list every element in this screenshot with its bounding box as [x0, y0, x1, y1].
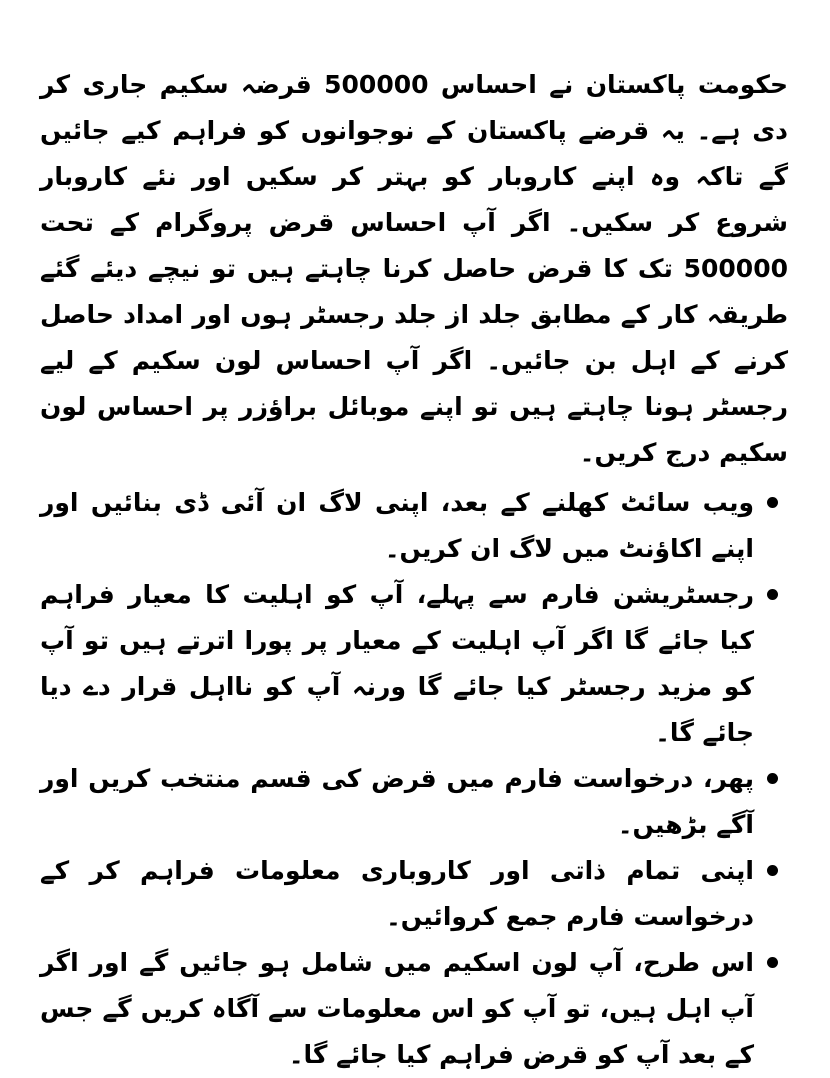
bullet-icon — [767, 865, 778, 876]
step-text: اس طرح، آپ لون اسکیم میں شامل ہو جائیں گے اور اگر آپ اہل ہیں، تو آپ کو اس معلومات سے آگاہ کریں گے جس کے بعد آپ کو قرض فراہم کیا جائے گا۔ — [40, 948, 754, 1069]
bullet-icon — [767, 957, 778, 968]
list-item — [40, 480, 788, 572]
list-item — [40, 848, 788, 940]
bullet-icon — [767, 773, 778, 784]
step-text: پھر، درخواست فارم میں قرض کی قسم منتخب کریں اور آگے بڑھیں۔ — [40, 764, 754, 839]
list-item — [40, 572, 788, 756]
steps-list — [40, 480, 788, 1078]
intro-paragraph: حکومت پاکستان نے احساس 500000 قرضہ سکیم جاری کر دی ہے۔ یہ قرضے پاکستان کے نوجوانوں کو فراہم کیے جائیں گے تاکہ وہ اپنے کاروبار کو بہتر کر سکیں اور نئے کاروبار شروع کر سکیں۔ اگر آپ احساس قرض پروگرام کے تحت 500000 تک کا قرض حاصل کرنا چاہتے ہیں تو نیچے دیئے گئے طریقہ کار کے مطابق جلد از جلد رجسٹر ہوں اور امداد حاصل کرنے کے اہل بن جائیں۔ اگر آپ احساس لون سکیم کے لیے رجسٹر ہونا چاہتے ہیں تو اپنے موبائل براؤزر پر احساس لون سکیم درج کریں۔ — [40, 70, 788, 467]
bullet-icon — [767, 497, 778, 508]
step-text: اپنی تمام ذاتی اور کاروباری معلومات فراہم کر کے درخواست فارم جمع کروائیں۔ — [40, 856, 754, 931]
step-text: ویب سائٹ کھلنے کے بعد، اپنی لاگ ان آئی ڈی بنائیں اور اپنے اکاؤنٹ میں لاگ ان کریں۔ — [40, 488, 754, 563]
bullet-icon — [767, 589, 778, 600]
list-item — [40, 940, 788, 1078]
step-text: رجسٹریشن فارم سے پہلے، آپ کو اہلیت کا معیار فراہم کیا جائے گا اگر آپ اہلیت کے معیار پر پورا اترتے ہیں تو آپ کو مزید رجسٹر کیا جائے گا ورنہ آپ کو نااہل قرار دے دیا جائے گا۔ — [40, 580, 754, 747]
list-item — [40, 756, 788, 848]
